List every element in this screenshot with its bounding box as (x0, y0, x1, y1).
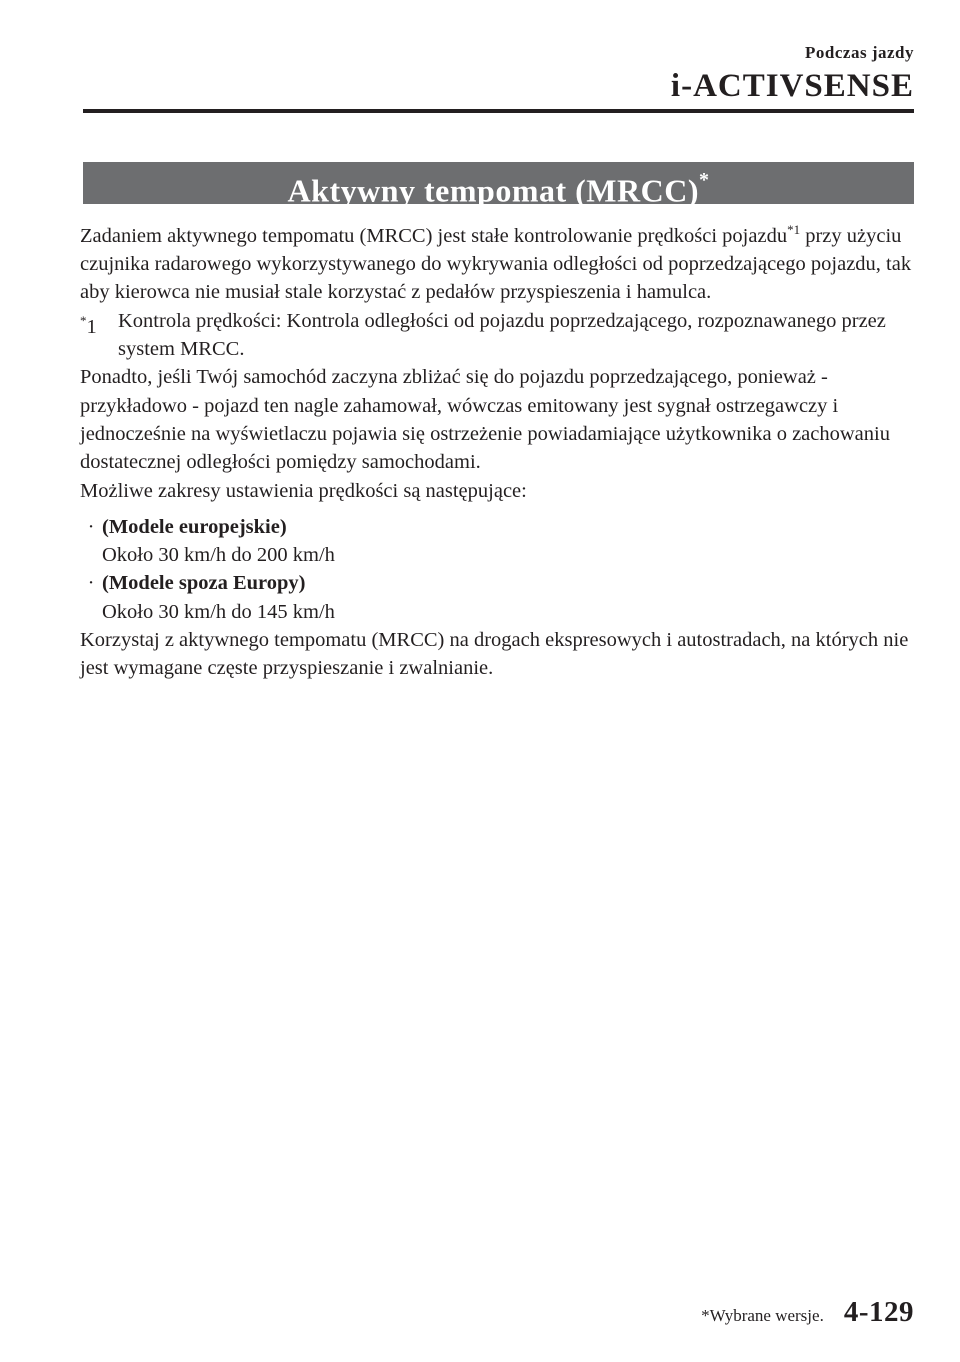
list-item-heading: (Modele spoza Europy) (102, 572, 306, 595)
footnote (80, 307, 920, 364)
bullet-dot: · (87, 572, 95, 595)
footnote-text: Kontrola prędkości: Kontrola odległości od pojazdu poprzedzającego, rozpoznawanego przez system MRCC. (118, 309, 886, 361)
list-item-value: Około 30 km/h do 145 km/h (102, 600, 335, 623)
section-title: Podczas jazdy (805, 43, 914, 62)
list-item (80, 569, 920, 626)
optional-equipment-note: *Wybrane wersje. (701, 1306, 824, 1325)
list-item (80, 513, 920, 570)
page-number: 4-129 (843, 1296, 914, 1328)
footnote-mark (80, 307, 118, 364)
page-header (671, 42, 914, 104)
bullet-dot: · (87, 515, 95, 538)
footnote-number: 1 (86, 315, 97, 338)
speed-range-list (80, 513, 920, 626)
footnote-ref: *1 (787, 222, 801, 237)
body-content (80, 216, 920, 683)
intro-paragraph (80, 216, 920, 307)
chapter-title: i-ACTIVSENSE (670, 68, 914, 104)
intro-text: Zadaniem aktywnego tempomatu (MRCC) jest stałe kontrolowanie prędkości pojazdu (80, 224, 788, 247)
banner-title: Aktywny tempomat (MRCC) (287, 172, 699, 209)
footnote-star: * (80, 312, 87, 328)
speed-range-intro: Możliwe zakresy ustawienia prędkości są następujące: (80, 479, 527, 502)
warning-paragraph: Ponadto, jeśli Twój samochód zaczyna zbliżać się do pojazdu poprzedzającego, ponieważ - przykładowo - pojazd ten nagle zahamował, wówczas emitowany jest sygnał ostrzegawczy i jednocześnie na wyświetlaczu pojawia się ostrzeżenie powiadamiające użytkownika o zachowaniu dostatecznej odległości pomiędzy samochodami. (80, 366, 890, 474)
section-banner (83, 162, 914, 209)
list-item-value: Około 30 km/h do 200 km/h (102, 544, 335, 567)
page-footer (701, 1296, 914, 1329)
closing-paragraph: Korzystaj z aktywnego tempomatu (MRCC) na drogach ekspresowych i autostradach, na których nie jest wymagane częste przyspieszanie i zwalnianie. (80, 628, 909, 680)
header-rule (83, 109, 914, 113)
banner-asterisk: * (698, 169, 710, 191)
intro-text-cont: przy użyciu czujnika radarowego wykorzystywanego do wykrywania odległości od poprzedzającego pojazdu, tak aby kierowca nie musiał stale korzystać z pedałów przyspieszenia i hamulca. (80, 224, 912, 304)
list-item-heading: (Modele europejskie) (102, 515, 287, 538)
